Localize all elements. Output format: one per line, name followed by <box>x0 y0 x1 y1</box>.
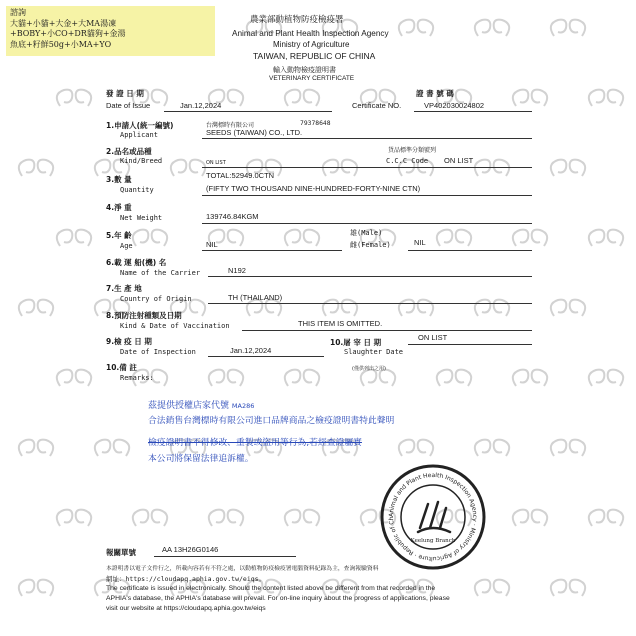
watermark-swirl <box>95 440 129 456</box>
watermark-swirl <box>133 230 167 246</box>
origin-label-en: Country of Origin <box>120 295 192 303</box>
customs-report-value: AA 13H26G0146 <box>162 545 219 554</box>
authorization-line <box>148 398 254 411</box>
watermark-swirl <box>551 300 585 316</box>
official-seal <box>378 462 488 572</box>
age-value: NIL <box>206 240 218 249</box>
vaccination-label-zh: 8.預防注射種類及日期 <box>106 311 182 320</box>
certificate-number-label-zh: 證 書 號 碼 <box>416 89 454 98</box>
carrier-label-zh: 6.載 運 船(機) 名 <box>106 258 167 267</box>
watermark-swirl <box>19 580 53 596</box>
quantity-label-zh: 3.數 量 <box>106 175 132 184</box>
inspection-label-zh: 9.檢 疫 日 期 <box>106 337 152 346</box>
divider <box>408 344 532 345</box>
slaughter-value: ON LIST <box>418 333 448 342</box>
watermark-swirl <box>285 90 319 106</box>
certificate-title-zh: 輸入動物檢疫證明書 <box>273 66 336 74</box>
watermark-swirl <box>513 510 547 526</box>
divider <box>154 556 296 557</box>
watermark-swirl <box>209 510 243 526</box>
kind-label-zh: 2.品名或品種 <box>106 147 152 156</box>
footer-note-zh: 本證明書以電子文件行之，所載內容若有不符之處，以動植物防疫檢疫署電腦資料紀錄為主，查詢報驗資料 <box>106 566 379 572</box>
certificate-number-value: VP402030024802 <box>424 101 485 110</box>
carrier-label-en: Name of the Carrier <box>120 269 201 277</box>
footer-note-en: visit our website at https://cloudapq.aphia.gov.tw/eiqs <box>106 605 266 612</box>
watermark-swirl <box>57 510 91 526</box>
applicant-label-en: Applicant <box>120 131 158 139</box>
watermark-swirl <box>285 370 319 386</box>
divider <box>164 111 332 112</box>
divider <box>242 330 532 331</box>
divider <box>202 167 532 168</box>
authorization-text: 茲提供授權店家代號 <box>148 401 230 411</box>
slaughter-label-en: Slaughter Date <box>344 348 404 356</box>
ccc-label-en: C.C.C Code <box>386 157 429 165</box>
watermark-swirl <box>19 160 53 176</box>
watermark-swirl <box>437 230 471 246</box>
watermark-swirl <box>513 230 547 246</box>
origin-value: TH (THAILAND) <box>228 293 283 302</box>
watermark-swirl <box>399 20 433 36</box>
divider <box>208 356 324 357</box>
watermark-swirl <box>551 160 585 176</box>
sticky-note-line: 諮詢 <box>10 8 26 17</box>
watermark-swirl <box>551 20 585 36</box>
country-name: TAIWAN, REPUBLIC OF CHINA <box>253 51 376 61</box>
carrier-value: N192 <box>228 266 246 275</box>
watermark-swirl <box>551 440 585 456</box>
ccc-value: ON LIST <box>444 156 474 165</box>
inspection-value: Jan.12,2024 <box>230 346 272 355</box>
watermark-swirl <box>361 370 395 386</box>
seal-ring-path: Animal and Plant Health Inspection Agency · Ministry of Agriculture · Republic of Ch <box>387 471 479 563</box>
divider <box>202 223 532 224</box>
watermark-swirl <box>513 90 547 106</box>
vaccination-label-en: Kind & Date of Vaccination <box>120 322 230 330</box>
watermark-swirl <box>475 580 509 596</box>
watermark-swirl <box>19 300 53 316</box>
watermark-swirl <box>399 440 433 456</box>
remarks-label-en: Remarks: <box>120 374 154 382</box>
legal-notice: 本公司將保留法律追訴權。 <box>148 454 254 464</box>
agency-title-zh: 農業部動植物防疫檢疫署 <box>250 15 344 25</box>
applicant-id: 79378648 <box>300 120 331 127</box>
remarks-label-zh: 10.備 註 <box>106 363 137 372</box>
divider <box>202 195 532 196</box>
ccc-label-zh: 貨品標準分類號列 <box>388 147 437 154</box>
watermark-swirl <box>209 370 243 386</box>
divider <box>408 250 532 251</box>
divider <box>202 250 342 251</box>
watermark-swirl <box>57 370 91 386</box>
certificate-title-en: VETERINARY CERTIFICATE <box>269 75 355 82</box>
authorization-statement: 合法銷售台灣標時有限公司進口品牌商品之檢疫證明書特此聲明 <box>148 416 395 426</box>
age-label-zh: 5.年 齡 <box>106 231 132 240</box>
watermark-swirl <box>285 230 319 246</box>
inspection-label-en: Date of Inspection <box>120 348 196 356</box>
certificate-number-label-en: Certificate NO. <box>352 101 402 110</box>
applicant-value: SEEDS (TAIWAN) CO., LTD. <box>206 128 303 137</box>
watermark-swirl <box>475 20 509 36</box>
seal-branch: Keelung Branch <box>410 538 456 544</box>
kind-value: ON LIST <box>206 160 226 166</box>
footer-note-en: APHIA's database, the APHIA's database will prevail. For on-line inquiry about the progress of applications, please <box>106 595 450 602</box>
issue-date-label-zh: 發 證 日 期 <box>106 89 144 98</box>
quantity-label-en: Quantity <box>120 186 154 194</box>
watermark-swirl <box>437 370 471 386</box>
quantity-words: (FIFTY TWO THOUSAND NINE-HUNDRED-FORTY-NINE CTN) <box>206 184 421 193</box>
vaccination-value: THIS ITEM IS OMITTED. <box>298 319 383 328</box>
kind-label-en: Kind/Breed <box>120 157 163 165</box>
sticky-note-line: 大貓+小貓+大金+大MA湯凍 <box>10 18 117 28</box>
watermark-swirl <box>589 370 623 386</box>
sticky-note-line: 魚底+籽鮮50g+小MA+YO <box>10 39 112 49</box>
issue-date-value: Jan.12,2024 <box>180 101 222 110</box>
seal-emblem <box>418 502 450 532</box>
applicant-value-zh: 台灣標時有限公司 <box>206 122 255 129</box>
watermark-swirl <box>285 510 319 526</box>
footer-note-en: The certificate is issued in electronically. Should the content listed above be different from that recorded in the <box>106 585 436 592</box>
divider <box>208 276 532 277</box>
divider <box>414 111 532 112</box>
watermark-swirl <box>57 230 91 246</box>
ministry-name: Ministry of Agriculture <box>273 40 350 49</box>
watermark-swirl <box>589 230 623 246</box>
weight-label-zh: 4.淨 重 <box>106 203 132 212</box>
watermark-swirl <box>475 440 509 456</box>
issue-date-label-en: Date of Issue <box>106 101 151 110</box>
female-label: 雌(Female) <box>350 241 391 249</box>
agency-title-en: Animal and Plant Health Inspection Agency <box>232 29 389 38</box>
customs-report-label: 報關單號 <box>106 548 136 557</box>
sex-value: NIL <box>414 238 426 247</box>
male-label: 雄(Male) <box>350 229 383 237</box>
footer-note-zh-url: 網址：https://cloudapq.aphia.gov.tw/eiqs。 <box>106 575 266 583</box>
store-code: MA286 <box>231 402 255 410</box>
watermark-swirl <box>19 440 53 456</box>
weight-label-en: Net Weight <box>120 214 163 222</box>
watermark-swirl <box>57 90 91 106</box>
watermark-swirl <box>551 580 585 596</box>
origin-label-zh: 7.生 產 地 <box>106 284 142 293</box>
watermark-swirl <box>133 510 167 526</box>
weight-value: 139746.84KGM <box>206 212 259 221</box>
watermark-swirl <box>171 160 205 176</box>
divider <box>202 138 532 139</box>
sticky-note-line: +BOBY+小CO+DR貓狗+金湯 <box>10 29 126 38</box>
slaughter-label-zh: 10.屠 宰 日 期 <box>330 338 382 347</box>
watermark-swirl <box>589 90 623 106</box>
watermark-swirl <box>513 370 547 386</box>
sticky-note <box>6 6 215 56</box>
warning-statement: 檢疫證明書不得修改、重製或盜用等行為,若經查證屬實 <box>148 438 362 448</box>
watermark-swirl <box>589 510 623 526</box>
age-label-en: Age <box>120 242 133 250</box>
quantity-total: TOTAL:52949.0CTN <box>206 171 275 180</box>
applicant-label-zh: 1.申請人(統一編號) <box>106 121 174 130</box>
remarks-note: (僅供列出之用) <box>352 366 386 372</box>
divider <box>208 303 532 304</box>
